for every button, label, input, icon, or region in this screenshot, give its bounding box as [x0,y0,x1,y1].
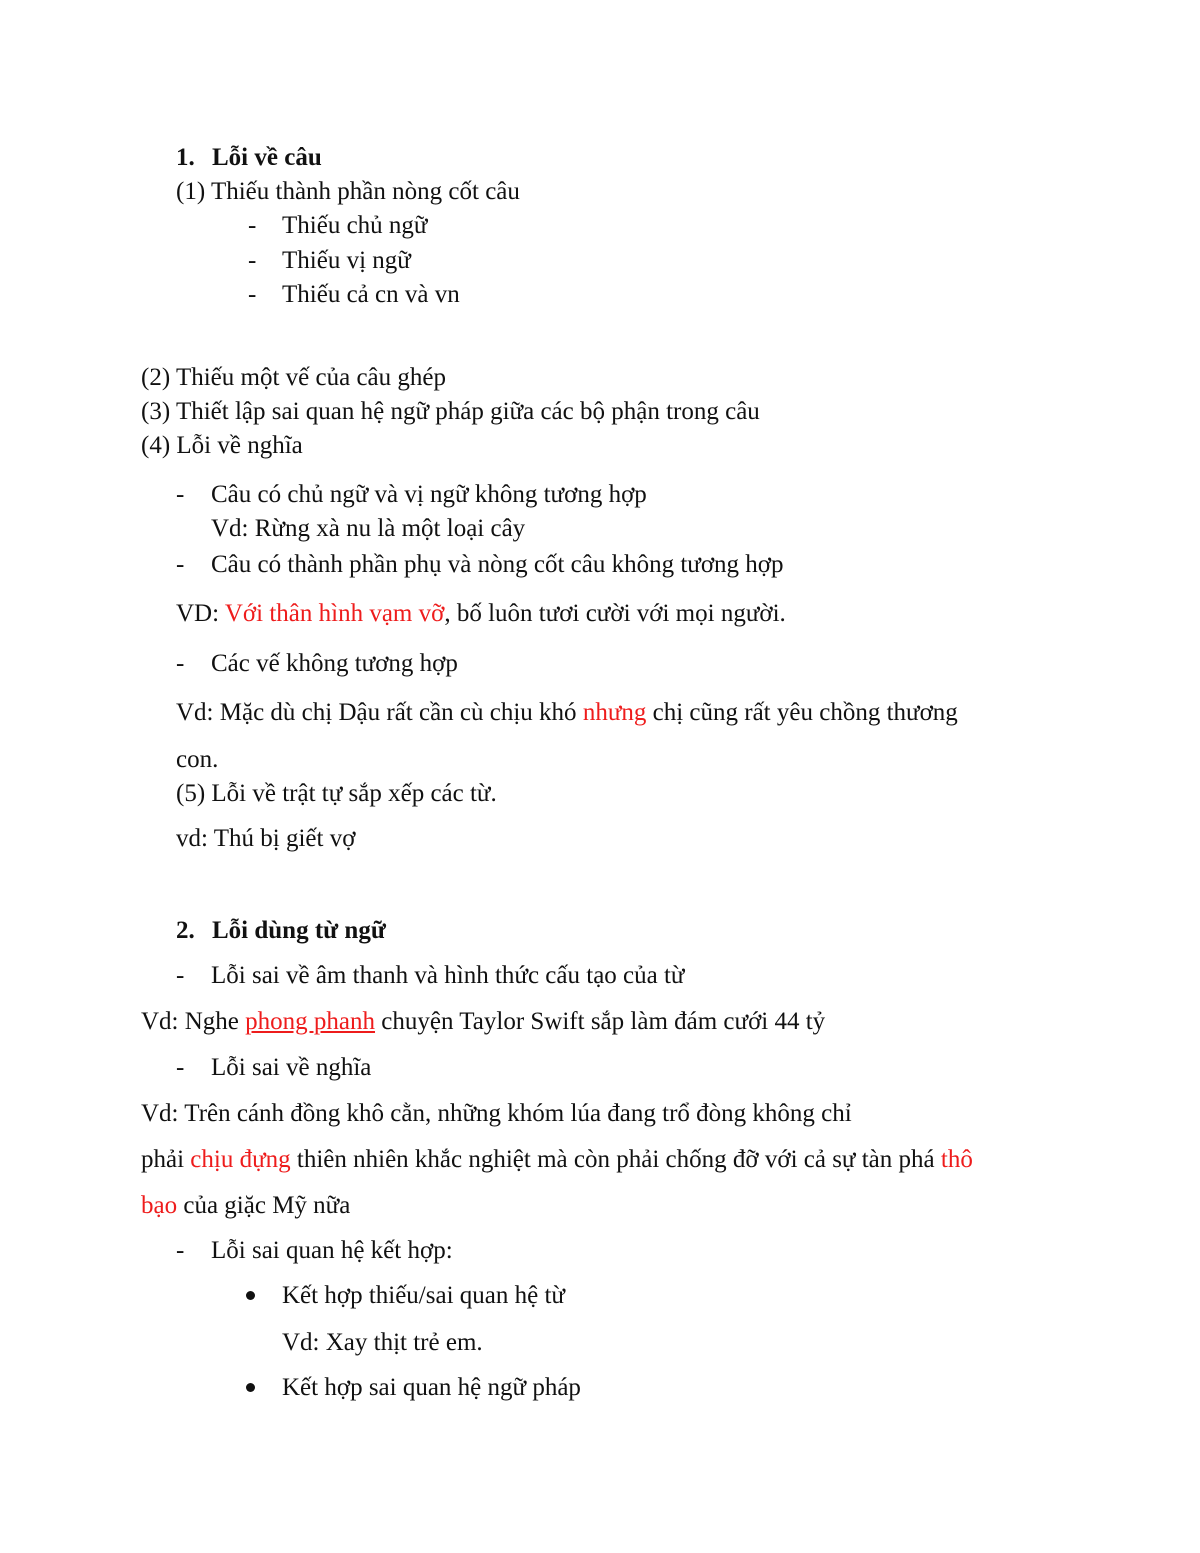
item-4-sub-3: Các vế không tương hợp [211,650,458,677]
item-1-sub-1: Thiếu chủ ngữ [282,212,428,239]
dash-bullet: - [176,1237,185,1264]
example-prefix: Vd: Mặc dù chị Dậu rất cần cù chịu khó [176,699,583,726]
dash-bullet: - [176,650,185,677]
example-suffix: , bố luôn tươi cười với mọi người. [444,600,786,627]
highlighted-word: nhưng [582,699,647,726]
dash-bullet: - [176,551,185,578]
item-4-sub-1-example: Vd: Rừng xà nu là một loại cây [211,515,526,542]
section-2-heading [176,916,386,946]
highlighted-phrase: Với thân hình vạm vỡ [224,600,445,627]
section-2-title: Lỗi dùng từ ngữ [212,917,386,944]
item-4-sub-2: Câu có thành phần phụ và nòng cốt câu không tương hợp [211,551,784,578]
item-4-sub-2-example [176,599,786,629]
section-1-title: Lỗi về câu [212,144,322,171]
round-bullet-icon [246,1383,255,1392]
example-suffix: chị cũng rất yêu chồng thương [646,699,958,726]
highlighted-phrase: chịu đựng [190,1146,291,1173]
item-5-example: vd: Thú bị giết vợ [176,825,356,852]
section-2-sub-2-example-line-1: Vd: Trên cánh đồng khô cằn, những khóm lúa đang trổ đòng không chỉ [141,1100,852,1127]
round-bullet-icon [246,1291,255,1300]
item-5-text: (5) Lỗi về trật tự sắp xếp các từ. [176,780,497,807]
section-2-sub-2-example-line-3 [141,1191,350,1221]
section-2-sub-1-example [141,1007,825,1037]
item-1-text: (1) Thiếu thành phần nòng cốt câu [176,178,520,205]
item-4-text: (4) Lỗi về nghĩa [141,432,303,459]
section-2-number: 2. [176,917,195,944]
section-1-number: 1. [176,144,195,171]
item-3-text: (3) Thiết lập sai quan hệ ngữ pháp giữa các bộ phận trong câu [141,398,760,425]
section-2-sub-2: Lỗi sai về nghĩa [211,1054,372,1081]
dash-bullet: - [248,247,257,274]
example-suffix: của giặc Mỹ nữa [177,1192,351,1219]
dash-bullet: - [248,281,257,308]
section-2-sub-3: Lỗi sai quan hệ kết hợp: [211,1237,453,1264]
highlighted-phrase: thô [940,1146,973,1173]
section-2-sub-3-bullet-2: Kết hợp sai quan hệ ngữ pháp [282,1374,581,1401]
example-prefix: VD: [176,600,225,627]
dash-bullet: - [176,962,185,989]
example-prefix: Vd: Nghe [141,1008,246,1035]
highlighted-phrase: bạo [141,1192,178,1219]
highlighted-phrase: phong phanh [245,1008,376,1035]
item-1-sub-3: Thiếu cả cn và vn [282,281,460,308]
item-4-sub-3-example-continuation: con. [176,746,219,773]
item-4-sub-1: Câu có chủ ngữ và vị ngữ không tương hợp [211,481,647,508]
section-2-sub-3-bullet-1-example: Vd: Xay thịt trẻ em. [282,1329,483,1356]
section-2-sub-2-example-line-2 [141,1145,973,1175]
section-2-sub-3-bullet-1: Kết hợp thiếu/sai quan hệ từ [282,1282,565,1309]
example-suffix: chuyện Taylor Swift sắp làm đám cưới 44 tỷ [375,1008,826,1035]
dash-bullet: - [176,1054,185,1081]
item-2-text: (2) Thiếu một vế của câu ghép [141,364,446,391]
item-1-sub-2: Thiếu vị ngữ [282,247,411,274]
dash-bullet: - [248,212,257,239]
dash-bullet: - [176,481,185,508]
example-middle: thiên nhiên khắc nghiệt mà còn phải chống đỡ với cả sự tàn phá [290,1146,941,1173]
section-2-sub-1: Lỗi sai về âm thanh và hình thức cấu tạo của từ [211,962,685,989]
item-4-sub-3-example [176,698,958,728]
example-prefix: phải [141,1146,191,1173]
section-1-heading [176,143,322,173]
